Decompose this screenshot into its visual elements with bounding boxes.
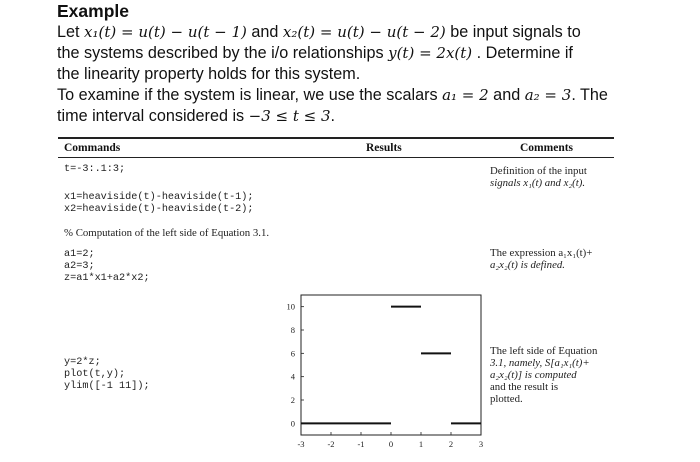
text-span: time interval considered is: [57, 107, 249, 125]
x-tick-label: -1: [357, 439, 365, 449]
text-span: the systems described by the i/o relationships: [57, 44, 389, 62]
text-span: be input signals to: [445, 23, 581, 41]
header-rule: [58, 157, 614, 158]
text-span: and: [246, 23, 283, 41]
header-results: Results: [366, 142, 402, 154]
text-span: and: [488, 86, 525, 104]
x1-definition: x₁(t) = u(t) − u(t − 1): [84, 23, 247, 41]
example-line-3: the linearity property holds for this system.: [57, 65, 361, 83]
plot-ticks: [287, 302, 484, 449]
scalar-a2: a₂ = 3: [524, 86, 572, 104]
x-tick-label: 0: [388, 439, 394, 449]
comment-line: 3.1, namely, S[a₁x₁(t)+: [490, 357, 590, 369]
x-tick-label: -2: [327, 439, 335, 449]
comment-definition: [490, 165, 608, 189]
y-tick-label: 4: [290, 371, 295, 382]
text-span: Let: [57, 23, 85, 41]
example-heading: Example: [57, 1, 129, 21]
y-tick-label: 2: [290, 395, 295, 405]
x-tick-label: 1: [418, 439, 424, 449]
code-plot: y=2*z; plot(t,y); ylim([-1 11]);: [64, 357, 150, 392]
example-text: [57, 0, 617, 127]
plot-marks: [301, 295, 481, 435]
header-commands: Commands: [64, 142, 121, 154]
example-line-5: [57, 106, 617, 127]
comment-left-side: [490, 345, 608, 405]
y-tick-label: 0: [290, 418, 295, 429]
comment-line: and the result is: [490, 381, 559, 393]
x2-definition: x₂(t) = u(t) − u(t − 2): [282, 23, 446, 41]
result-plot: [272, 281, 502, 453]
system-definition: y(t) = 2x(t): [388, 44, 473, 62]
y-tick-label: 6: [290, 348, 295, 359]
y-tick-label: 10: [286, 301, 295, 312]
x-tick-label: 2: [448, 439, 454, 449]
y-tick-label: 8: [290, 325, 295, 335]
comment-line: The expression a₁x₁(t)+: [490, 247, 593, 259]
text-span: . The: [571, 86, 608, 104]
example-line-2: [57, 43, 617, 64]
example-line-4: [57, 85, 617, 106]
comment-line: The left side of Equation: [490, 345, 598, 357]
text-span: To examine if the system is linear, we use the scalars: [57, 86, 443, 104]
header-comments: Comments: [520, 142, 574, 154]
comment-line: Definition of the input: [490, 165, 587, 177]
comment-line: plotted.: [490, 393, 523, 405]
code-input-signals: x1=heaviside(t)-heaviside(t-1); x2=heaviside(t)-heaviside(t-2);: [64, 192, 254, 215]
comment-expression: [490, 247, 608, 271]
commands-table: [58, 137, 614, 455]
text-span: .: [330, 107, 336, 125]
example-line-1: [57, 22, 617, 43]
comment-line: a₂x₂(t) is defined.: [490, 259, 565, 271]
x-tick-label: 3: [478, 439, 484, 449]
time-interval: −3 ≤ t ≤ 3: [248, 107, 331, 125]
plot-frame: [301, 295, 481, 435]
x-tick-label: -3: [297, 439, 305, 449]
text-span: . Determine if: [472, 44, 573, 62]
scalar-a1: a₁ = 2: [442, 86, 489, 104]
code-comment: % Computation of the left side of Equation 3.1.: [64, 227, 270, 239]
code-time-vector: t=-3:.1:3;: [64, 164, 126, 175]
comment-line: signals x₁(t) and x₂(t).: [490, 177, 586, 189]
comment-line: a₂x₂(t)] is computed: [490, 369, 577, 381]
code-scalars: a1=2; a2=3; z=a1*x1+a2*x2;: [64, 249, 150, 284]
table-top-rule: [58, 137, 614, 139]
